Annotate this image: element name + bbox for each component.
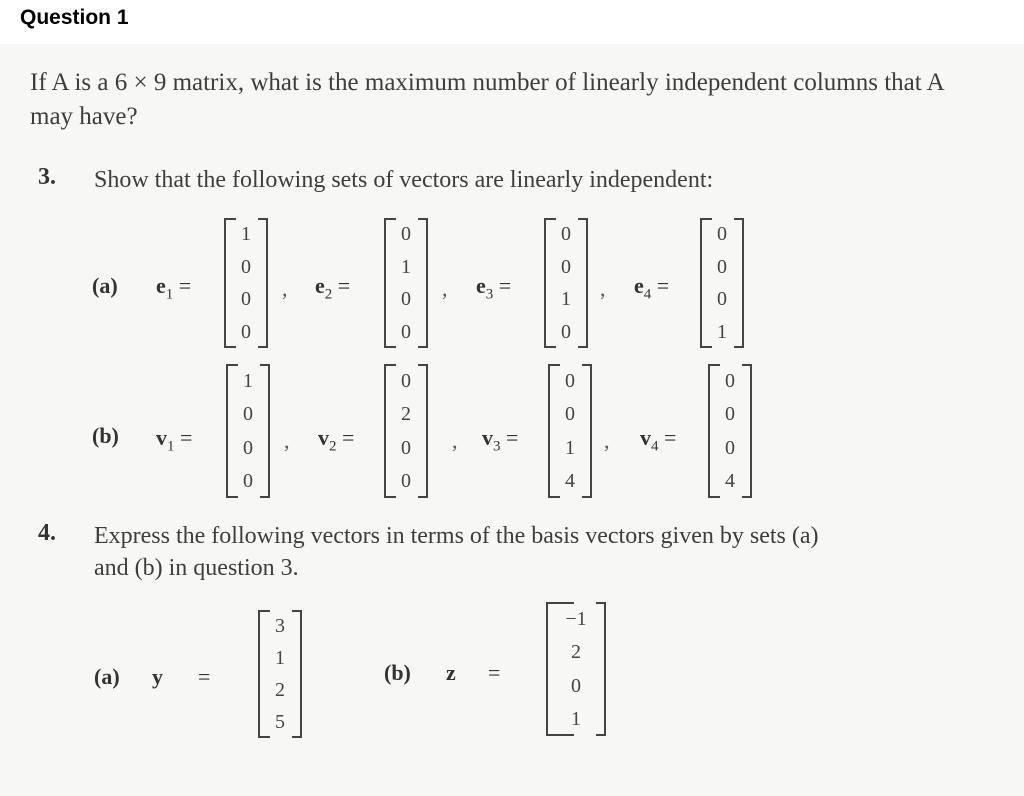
vector-v2-label: $v_2$ = <box>318 425 355 455</box>
matrix-entry: 1 <box>243 369 253 392</box>
comma: , <box>282 276 288 301</box>
vector-v1-label: $v_1$ = <box>156 425 193 455</box>
matrix-entry: 0 <box>725 403 735 426</box>
exercise-3-text: Show that the following sets of vectors are linearly independent: <box>94 167 714 193</box>
matrix-entry: 0 <box>571 674 581 697</box>
vector-e2-label: $e_2$ = <box>315 273 351 303</box>
matrix-entry: 0 <box>725 369 735 392</box>
vector-y-matrix <box>258 610 302 738</box>
vector-v4-matrix <box>708 364 752 498</box>
exercise-4-part-a-label: (a) <box>94 664 120 689</box>
matrix-entry: 0 <box>401 369 411 392</box>
matrix-entry: 2 <box>401 403 411 426</box>
matrix-entry: 1 <box>571 708 581 731</box>
matrix-entry: 4 <box>725 470 735 493</box>
matrix-entry: 1 <box>401 255 411 278</box>
vector-e1-label: $e_1$ = <box>156 273 192 303</box>
part-a-label: (a) <box>92 273 118 298</box>
matrix-entry: 0 <box>401 436 411 459</box>
exercise-4-text-line-2: and (b) in question 3. <box>94 555 299 581</box>
matrix-entry: 0 <box>243 436 253 459</box>
vector-e2-matrix <box>384 218 428 348</box>
matrix-entry: 1 <box>561 288 571 311</box>
comma: , <box>604 428 610 453</box>
matrix-entry: 2 <box>275 679 285 701</box>
matrix-entry: 2 <box>571 641 581 664</box>
matrix-entry: 1 <box>717 320 727 343</box>
matrix-entry: 1 <box>565 436 575 459</box>
comma: , <box>452 428 458 453</box>
vector-v2-matrix <box>384 364 428 498</box>
comma: , <box>600 276 606 301</box>
exercise-4-text-line-1: Express the following vectors in terms of the basis vectors given by sets (a) <box>94 523 819 549</box>
matrix-entry: 0 <box>561 320 571 343</box>
vector-e1-matrix <box>224 218 268 348</box>
question-text: If A is a 6 × 9 matrix, what is the maximum number of linearly independent columns that A may have? <box>30 69 944 130</box>
exercise-4-number: 4. <box>38 520 56 546</box>
matrix-entry: 0 <box>401 470 411 493</box>
vector-y-label: y <box>152 664 163 689</box>
vector-v3-label: $v_3$ = <box>482 425 519 455</box>
matrix-entry: 0 <box>401 288 411 311</box>
matrix-entry: 5 <box>275 711 285 733</box>
exercise-4-part-b-label: (b) <box>384 660 411 685</box>
matrix-entry: 0 <box>241 255 251 278</box>
matrix-entry: 0 <box>717 255 727 278</box>
equals-sign: = <box>198 664 211 689</box>
matrix-entry: 0 <box>565 403 575 426</box>
vector-z-label: z <box>446 660 456 685</box>
matrix-entry: 0 <box>561 255 571 278</box>
matrix-entry: 0 <box>401 223 411 246</box>
vector-z-matrix <box>546 602 606 736</box>
matrix-entry: 0 <box>243 403 253 426</box>
equals-sign: = <box>488 660 501 685</box>
vector-v3-matrix <box>548 364 592 498</box>
matrix-entry: 0 <box>717 223 727 246</box>
vector-e4-label: $e_4$ = <box>634 273 670 303</box>
matrix-entry: −1 <box>565 607 587 630</box>
matrix-entry: 0 <box>725 436 735 459</box>
comma: , <box>284 428 290 453</box>
vector-e4-matrix <box>700 218 744 348</box>
question-title: Question 1 <box>20 6 129 29</box>
matrix-entry: 4 <box>565 470 575 493</box>
matrix-entry: 1 <box>241 223 251 246</box>
vector-v4-label: $v_4$ = <box>640 425 677 455</box>
matrix-entry: 0 <box>241 320 251 343</box>
vector-v1-matrix <box>226 364 270 498</box>
matrix-entry: 0 <box>561 223 571 246</box>
matrix-entry: 3 <box>275 615 285 637</box>
matrix-entry: 1 <box>275 647 285 669</box>
matrix-entry: 0 <box>717 288 727 311</box>
exercise-3-number: 3. <box>38 164 56 190</box>
matrix-entry: 0 <box>241 288 251 311</box>
comma: , <box>442 276 448 301</box>
part-b-label: (b) <box>92 423 119 448</box>
matrix-entry: 0 <box>243 470 253 493</box>
vector-e3-matrix <box>544 218 588 348</box>
vector-e3-label: $e_3$ = <box>476 273 512 303</box>
matrix-entry: 0 <box>401 320 411 343</box>
matrix-entry: 0 <box>565 369 575 392</box>
